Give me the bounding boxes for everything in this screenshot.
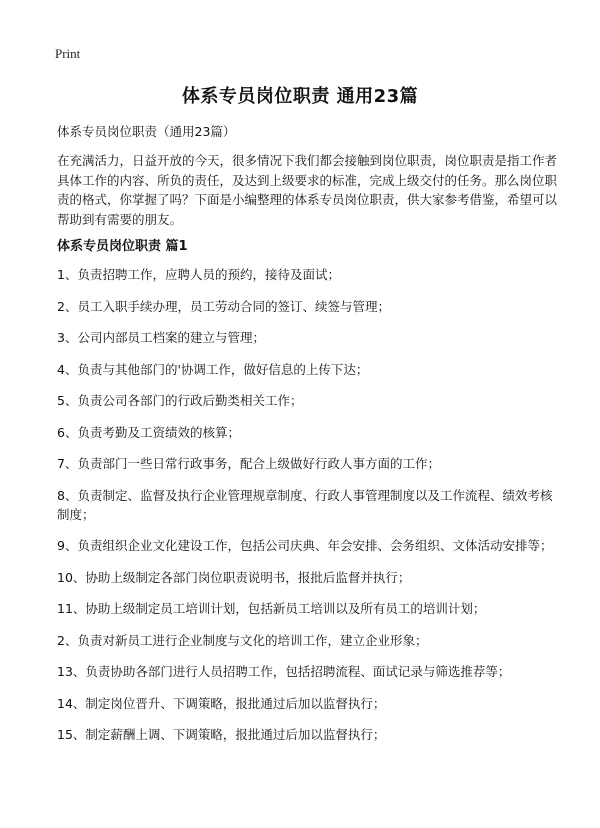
- duty-item: 8、负责制定、监督及执行企业管理规章制度、行政人事管理制度以及工作流程、绩效考核制度；: [57, 487, 553, 522]
- duty-item: 7、负责部门一些日常行政事务，配合上级做好行政人事方面的工作；: [57, 456, 440, 471]
- duty-item: 13、负责协助各部门进行人员招聘工作，包括招聘流程、面试记录与筛选推荐等；: [57, 664, 511, 679]
- duty-item: 2、员工入职手续办理，员工劳动合同的签订、续签与管理；: [57, 298, 390, 314]
- duty-item: 2、负责对新员工进行企业制度与文化的培训工作，建立企业形象；: [57, 632, 428, 648]
- duty-item: 6、负责考勤及工资绩效的核算；: [57, 424, 240, 440]
- section-heading: 体系专员岗位职责 篇1: [57, 239, 188, 254]
- intro-paragraph: 在充满活力，日益开放的今天，很多情况下我们都会接触到岗位职责，岗位职责是指工作者具体工作的内容、所负的责任，及达到上级要求的标准，完成上级交付的任务。那么岗位职责的格式，你掌握了吗？下面是小编整理的体系专员岗位职责，供大家参考借鉴，希望可以帮助到有需要的朋友。: [57, 153, 558, 227]
- duty-item: 11、协助上级制定员工培训计划，包括新员工培训以及所有员工的培训计划；: [57, 601, 486, 616]
- document-subtitle: 体系专员岗位职责（通用23篇）: [57, 124, 236, 139]
- duties-list: [57, 265, 557, 757]
- duty-item: 15、制定薪酬上调、下调策略，报批通过后加以监督执行；: [57, 727, 386, 742]
- duty-item: 5、负责公司各部门的行政后勤类相关工作；: [57, 393, 303, 408]
- duty-item: 14、制定岗位晋升、下调策略，报批通过后加以监督执行；: [57, 695, 386, 711]
- print-label: Print: [55, 46, 81, 61]
- duty-item: 3、公司内部员工档案的建立与管理；: [57, 330, 265, 345]
- page-title: 体系专员岗位职责 通用23篇: [181, 86, 419, 107]
- duty-item: 1、负责招聘工作，应聘人员的预约，接待及面试；: [57, 267, 340, 282]
- duty-item: 4、负责与其他部门的'协调工作，做好信息的上传下达；: [57, 361, 369, 377]
- duty-item: 10、协助上级制定各部门岗位职责说明书，报批后监督并执行；: [57, 569, 411, 585]
- duty-item: 9、负责组织企业文化建设工作，包括公司庆典、年会安排、会务组织、文体活动安排等；: [57, 538, 553, 553]
